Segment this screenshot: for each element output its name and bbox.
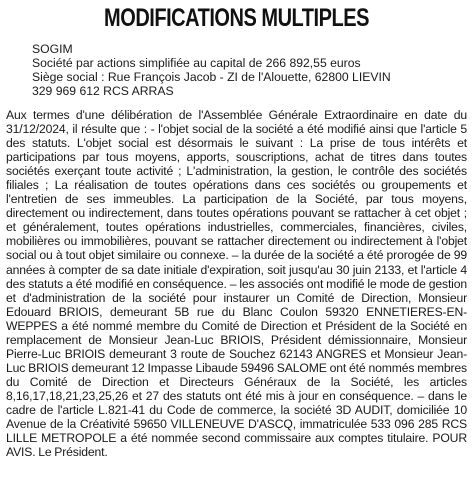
notice-headline: MODIFICATIONS MULTIPLES [104,4,369,32]
company-registration-number: 329 969 612 RCS ARRAS [32,84,174,98]
company-name: SOGIM [32,42,73,56]
company-registered-office: Siège social : Rue François Jacob - ZI de l'Alouette, 62800 LIEVIN [32,70,391,84]
company-legal-form: Société par actions simplifiée au capital de 266 892,55 euros [32,56,361,70]
notice-body: Aux termes d'une délibération de l'Assemblée Générale Extraordinaire en date du 31/12/2024, il résulte que : - l'objet social de la société a été modifié ainsi que l'article 5 des statuts. L'objet social est désormais le suivant : La prise de tous intérêts et participations par tous moyens, apports, souscriptions, achat de titres dans toutes sociétés exerçant toute activité ; L'administration, la gestion, le contrôle des sociétés filiales ; La réalisation de toutes opérations dans ces sociétés ou groupements et l'entretien de ses immeubles. La participation de la Société, par tous moyens, directement ou indirectement, dans toutes opérations pouvant se rattacher à cet objet ; et généralement, toutes opérations industrielles, commerciales, financières, civiles, mobilières ou immobilières, pouvant se rattacher directement ou indirectement à l'objet social ou à tout objet similaire ou connexe. – la durée de la société a été prorogée de 99 années à compter de sa date initiale d'expiration, soit jusqu'au 30 juin 2133, et l'article 4 des statuts a été modifié en conséquence. – les associés ont modifié le mode de gestion et d'administration de la société pour instaurer un Comité de Direction, Monsieur Edouard BRIOIS, demeurant 5B rue du Blanc Coulon 59320 ENNETIERES-EN-WEPPES a été nommé membre du Comité de Direction et Président de la Société en remplacement de Monsieur Jean-Luc BRIOIS, Président démissionnaire, Monsieur Pierre-Luc BRIOIS demeurant 3 route de Souchez 62143 ANGRES et Monsieur Jean-Luc BRIOIS demeurant 12 Impasse Libaude 59496 SALOME ont été nommés membres du Comité de Direction et Directeurs Généraux de la Société, les articles 8,16,17,18,21,23,25,26 et 27 des statuts ont été mis à jour en conséquence. – dans le cadre de l'article L.821-41 du Code de commerce, la société 3D AUDIT, domiciliée 10 Avenue de la Créativité 59650 VILLENEUVE D'ASCQ, immatriculée 533 096 285 RCS LILLE METROPOLE a été nommée second commissaire aux comptes titulaire. POUR AVIS. Le Président. [6,108,467,460]
company-block [32,42,467,98]
